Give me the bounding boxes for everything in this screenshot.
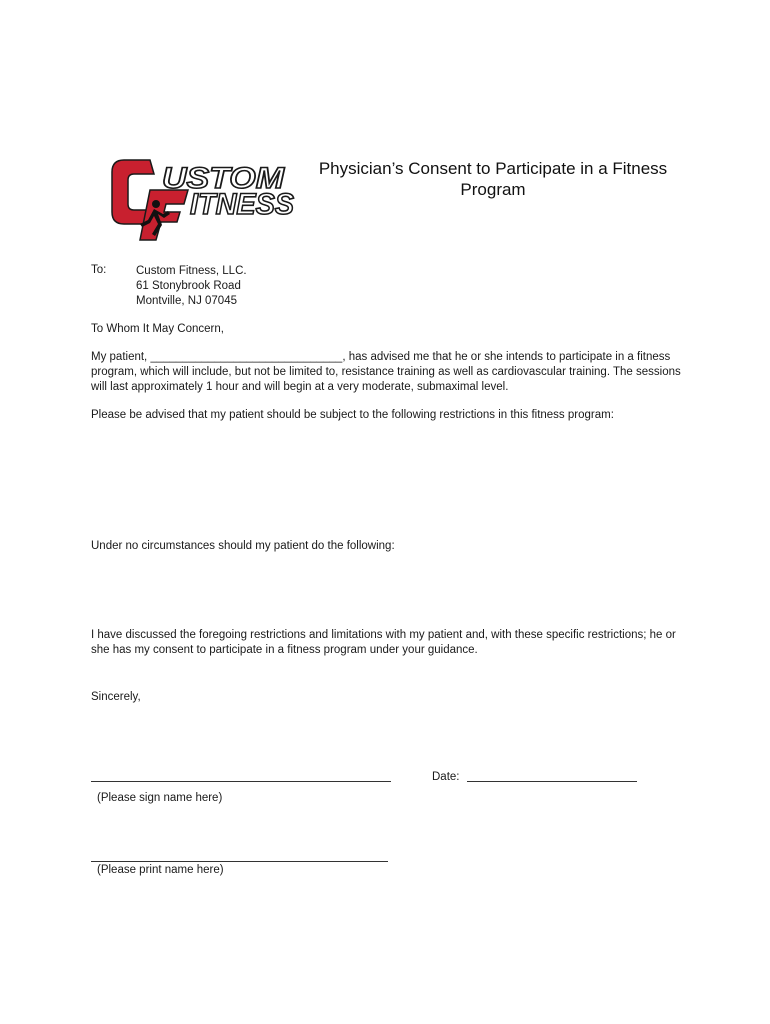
title-line-2: Program <box>460 180 526 199</box>
date-line[interactable] <box>467 781 637 782</box>
address-line: 61 Stonybrook Road <box>136 280 241 292</box>
signature-line[interactable] <box>91 781 391 782</box>
sign-name-hint: (Please sign name here) <box>97 792 223 804</box>
address-line: Montville, NJ 07045 <box>136 295 237 307</box>
prohibitions-paragraph: Under no circumstances should my patient do the following: <box>91 540 395 552</box>
document-title <box>300 158 686 200</box>
print-name-line[interactable] <box>91 861 388 862</box>
custom-fitness-logo <box>110 154 300 242</box>
consent-paragraph: I have discussed the foregoing restrictions and limitations with my patient and, with these specific restrictions; he or she has my consent to participate in a fitness program under your guidance. <box>91 629 676 656</box>
logo-wordmark-bottom: ITNESS <box>190 188 294 221</box>
closing: Sincerely, <box>91 691 141 703</box>
date-label: Date: <box>432 771 460 783</box>
address-line: Custom Fitness, LLC. <box>136 265 247 277</box>
title-line-1: Physician’s Consent to Participate in a Fitness <box>318 159 668 178</box>
print-name-hint: (Please print name here) <box>97 864 224 876</box>
logo-wordmark-top: USTOM <box>162 162 286 195</box>
patient-paragraph: My patient, ______________________________, has advised me that he or she intends to participate in a fitness program, which will include, but not be limited to, resistance training as well as cardiovascular training. The sessions will last approximately 1 hour and will begin at a very moderate, submaximal level. <box>91 351 681 393</box>
salutation: To Whom It May Concern, <box>91 323 224 335</box>
restrictions-paragraph: Please be advised that my patient should be subject to the following restrictions in this fitness program: <box>91 409 614 421</box>
recipient-address <box>136 264 247 309</box>
to-label: To: <box>91 264 107 276</box>
